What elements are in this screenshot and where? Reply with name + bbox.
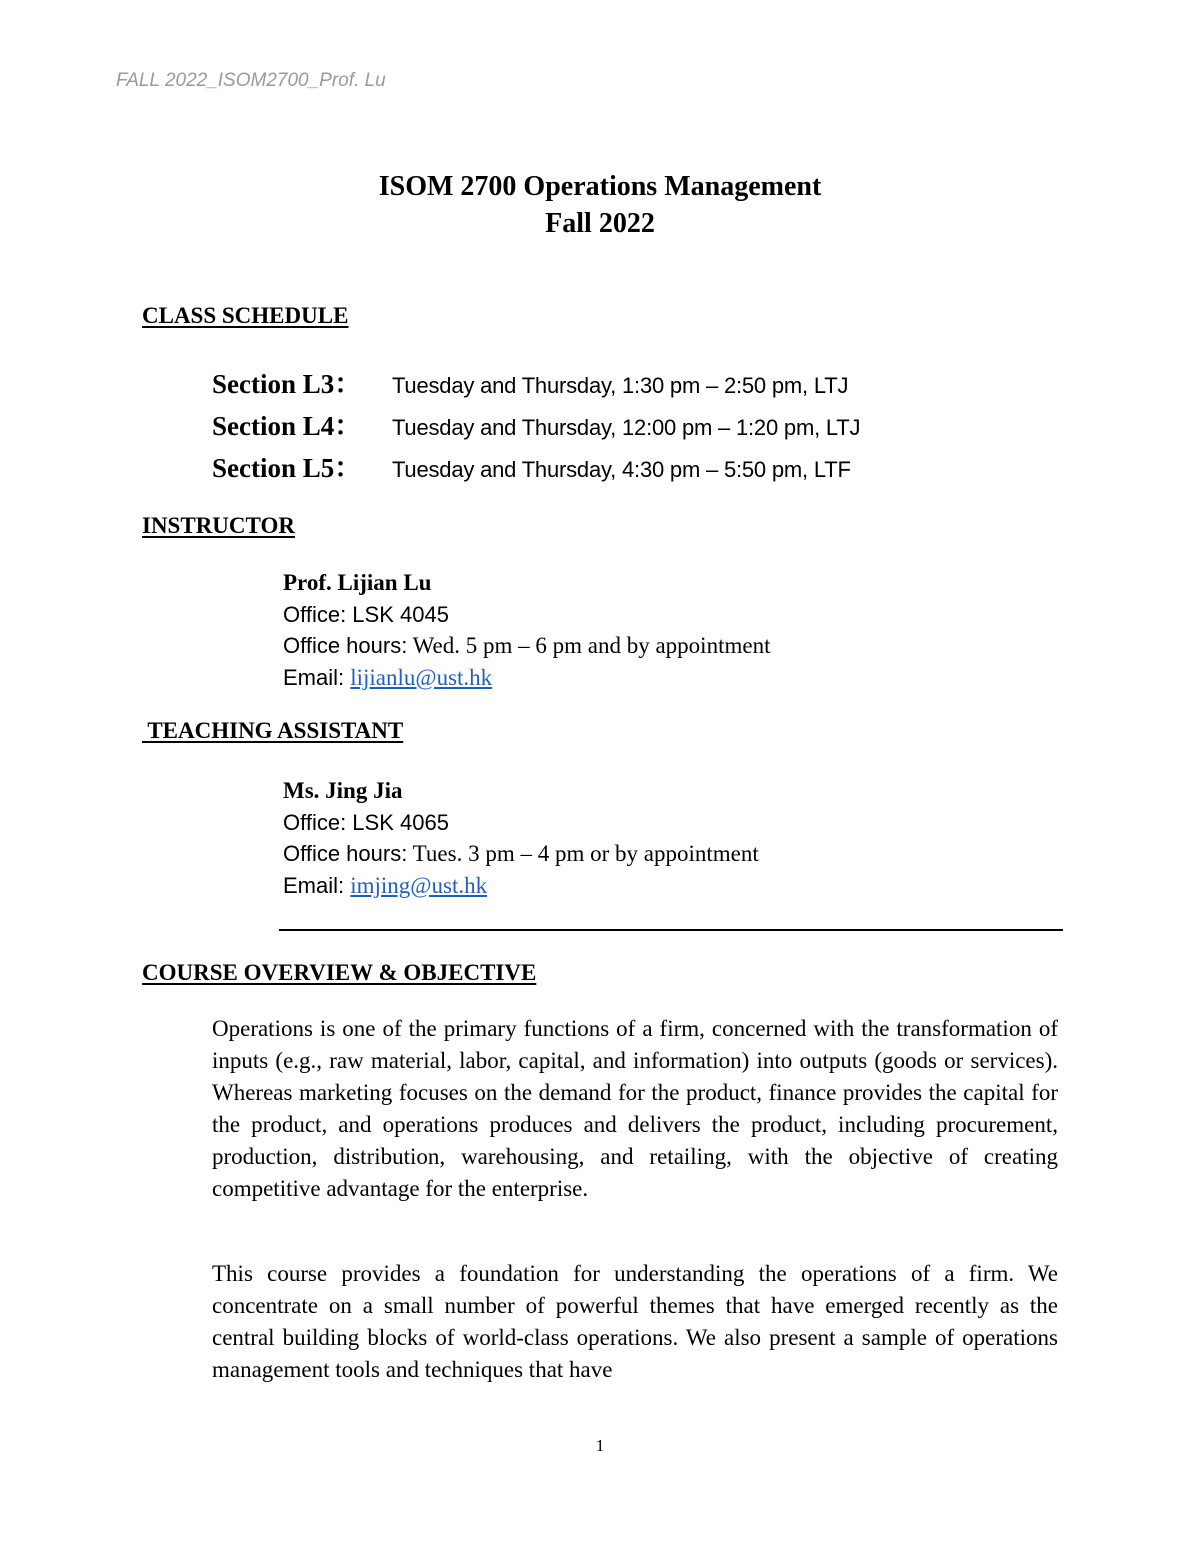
course-overview-paragraph-2: This course provides a foundation for understanding the operations of a firm. We concentrate on a small number of powerful themes that have emerged recently as the central building blocks of world-class operations. We also present a sample of operations management tools and techniques that have bbox=[212, 1261, 1058, 1382]
email-label: Email: bbox=[283, 872, 351, 898]
instructor-email-link[interactable]: lijianlu@ust.hk bbox=[350, 664, 493, 690]
schedule-section-label: Section L3： bbox=[212, 369, 362, 399]
instructor-office-hours bbox=[283, 630, 770, 662]
instructor-email-line bbox=[283, 662, 770, 694]
schedule-row-l4 bbox=[212, 404, 860, 440]
schedule-row-l3 bbox=[212, 362, 848, 398]
office-hours-label: Office hours: bbox=[283, 841, 408, 866]
instructor-info bbox=[283, 567, 770, 693]
class-schedule-heading: CLASS SCHEDULE bbox=[142, 303, 349, 328]
office-hours-value: Wed. 5 pm – 6 pm and by appointment bbox=[407, 633, 771, 658]
course-overview-paragraph-1: Operations is one of the primary functions of a firm, concerned with the transformation of inputs (e.g., raw material, labor, capital, and information) into outputs (goods or services). Whereas marketing focuses on the demand for the product, finance provides the capital for the product, and operations produces and delivers the product, including procurement, production, distribution, warehousing, and retailing, with the objective of creating competitive advantage for the enterprise. bbox=[212, 1016, 1058, 1201]
document-title: ISOM 2700 Operations Management bbox=[378, 171, 822, 202]
office-hours-value: Tues. 3 pm – 4 pm or by appointment bbox=[407, 841, 759, 866]
schedule-section-time: Tuesday and Thursday, 12:00 pm – 1:20 pm, LTJ bbox=[392, 415, 861, 440]
ta-email-link[interactable]: imjing@ust.hk bbox=[350, 872, 488, 898]
instructor-heading: INSTRUCTOR bbox=[142, 513, 295, 538]
teaching-assistant-heading: TEACHING ASSISTANT bbox=[142, 718, 404, 743]
ta-office-hours bbox=[283, 838, 759, 870]
office-hours-label: Office hours: bbox=[283, 633, 408, 658]
page-number: 1 bbox=[595, 1436, 605, 1455]
ta-office: Office: LSK 4065 bbox=[283, 809, 449, 835]
document-subtitle-term: Fall 2022 bbox=[545, 208, 655, 239]
teaching-assistant-info bbox=[283, 775, 759, 901]
ta-email-line bbox=[283, 870, 759, 902]
schedule-row-l5 bbox=[212, 446, 851, 482]
schedule-section-label: Section L4： bbox=[212, 411, 362, 441]
email-label: Email: bbox=[283, 664, 351, 690]
instructor-name: Prof. Lijian Lu bbox=[283, 570, 432, 595]
section-divider bbox=[279, 929, 1063, 931]
instructor-office: Office: LSK 4045 bbox=[283, 601, 449, 627]
schedule-section-label: Section L5： bbox=[212, 453, 362, 483]
course-overview-heading: COURSE OVERVIEW & OBJECTIVE bbox=[142, 960, 537, 985]
page-header-note: FALL 2022_ISOM2700_Prof. Lu bbox=[116, 70, 386, 91]
ta-name: Ms. Jing Jia bbox=[283, 778, 403, 803]
schedule-section-time: Tuesday and Thursday, 4:30 pm – 5:50 pm, LTF bbox=[392, 457, 851, 482]
schedule-section-time: Tuesday and Thursday, 1:30 pm – 2:50 pm, LTJ bbox=[392, 373, 849, 398]
